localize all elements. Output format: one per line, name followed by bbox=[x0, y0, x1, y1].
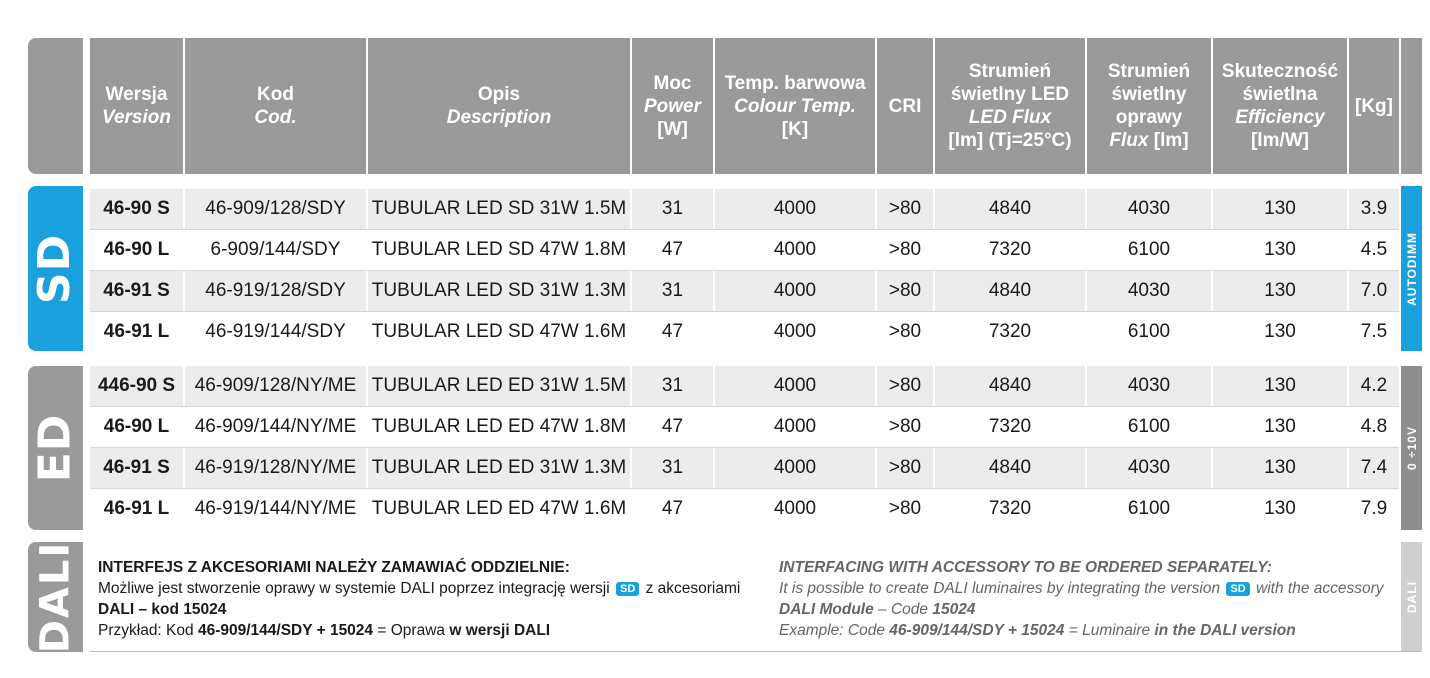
cell-version: 46-91 L bbox=[103, 321, 170, 342]
cell-description: TUBULAR LED ED 31W 1.5M bbox=[368, 366, 630, 406]
cell-power: 47 bbox=[661, 239, 684, 260]
table-row bbox=[90, 230, 1399, 270]
col-header-code: Kod Cod. bbox=[185, 38, 366, 174]
cell-flux: 6100 bbox=[1127, 239, 1171, 260]
cell-power: 31 bbox=[632, 271, 713, 311]
cell-flux: 4030 bbox=[1087, 448, 1211, 488]
cell-kg: 7.5 bbox=[1360, 321, 1388, 342]
cell-code: 46-919/128/SDY bbox=[185, 271, 366, 311]
cell-cri: >80 bbox=[877, 448, 933, 488]
group-label-ed: ED bbox=[28, 366, 83, 530]
cell-led-flux: 4840 bbox=[935, 366, 1085, 406]
cell-flux: 4030 bbox=[1087, 189, 1211, 229]
col-header-colour-temp: Temp. barwowa Colour Temp. [K] bbox=[715, 38, 875, 174]
cell-led-flux: 7320 bbox=[988, 498, 1032, 519]
cell-flux: 6100 bbox=[1127, 498, 1171, 519]
cell-eff: 130 bbox=[1264, 498, 1296, 519]
col-header-efficiency: Skuteczność świetlna Efficiency [lm/W] bbox=[1213, 38, 1347, 174]
cell-version: 46-90 L bbox=[103, 239, 170, 260]
col-header-power: Moc Power [W] bbox=[632, 38, 713, 174]
cell-code: 6-909/144/SDY bbox=[210, 239, 341, 260]
table-row bbox=[90, 271, 1399, 311]
cell-cri: >80 bbox=[888, 416, 922, 437]
cell-flux: 4030 bbox=[1087, 366, 1211, 406]
cell-temp: 4000 bbox=[773, 321, 817, 342]
cell-description: TUBULAR LED ED 31W 1.3M bbox=[368, 448, 630, 488]
cell-temp: 4000 bbox=[715, 189, 875, 229]
cell-description: TUBULAR LED SD 47W 1.6M bbox=[371, 321, 627, 342]
cell-kg: 4.5 bbox=[1360, 239, 1388, 260]
dali-note-en: INTERFACING WITH ACCESSORY TO BE ORDERED SEPARATELY: It is possible to create DALI luminaires by integrating the version SD with the accessory DALI Module – Code 15024 Example: Code 46-909/144/SDY + 15024 = Luminaire in the DALI version bbox=[779, 559, 1384, 639]
cell-code: 46-909/128/NY/ME bbox=[185, 366, 366, 406]
cell-description: TUBULAR LED ED 47W 1.6M bbox=[371, 498, 627, 519]
cell-description: TUBULAR LED SD 31W 1.5M bbox=[368, 189, 630, 229]
cell-eff: 130 bbox=[1264, 416, 1296, 437]
cell-kg: 7.9 bbox=[1360, 498, 1388, 519]
col-header-led-flux: Strumień świetlny LED LED Flux [lm] (Tj=25°C) bbox=[935, 38, 1085, 174]
cell-temp: 4000 bbox=[715, 366, 875, 406]
cell-version: 46-91 S bbox=[90, 271, 183, 311]
cell-eff: 130 bbox=[1213, 366, 1347, 406]
cell-power: 47 bbox=[661, 416, 684, 437]
header-end-cap bbox=[1401, 38, 1422, 174]
cell-led-flux: 4840 bbox=[935, 189, 1085, 229]
note-divider bbox=[90, 651, 1421, 652]
cell-eff: 130 bbox=[1264, 321, 1296, 342]
col-header-description: Opis Description bbox=[368, 38, 630, 174]
header-corner bbox=[28, 38, 83, 174]
cell-power: 47 bbox=[661, 498, 684, 519]
cell-led-flux: 7320 bbox=[988, 321, 1032, 342]
table-row bbox=[90, 312, 1399, 352]
cell-version: 46-90 S bbox=[90, 189, 183, 229]
side-tag-0-10v: 0 ÷10V bbox=[1401, 366, 1422, 530]
col-header-flux: Strumień świetlny oprawy Flux [lm] bbox=[1087, 38, 1211, 174]
side-tag-dali: DALI bbox=[1401, 542, 1422, 652]
col-header-weight: [Kg] bbox=[1349, 38, 1399, 174]
cell-cri: >80 bbox=[888, 498, 922, 519]
cell-code: 46-919/128/NY/ME bbox=[185, 448, 366, 488]
cell-power: 31 bbox=[632, 189, 713, 229]
cell-description: TUBULAR LED SD 47W 1.8M bbox=[371, 239, 627, 260]
cell-code: 46-909/128/SDY bbox=[185, 189, 366, 229]
cell-cri: >80 bbox=[877, 189, 933, 229]
sd-badge-icon: SD bbox=[616, 582, 639, 596]
cell-eff: 130 bbox=[1264, 239, 1296, 260]
cell-temp: 4000 bbox=[715, 271, 875, 311]
cell-flux: 6100 bbox=[1127, 416, 1171, 437]
cell-version: 46-90 L bbox=[103, 416, 170, 437]
sd-badge-icon: SD bbox=[1226, 582, 1249, 596]
cell-led-flux: 7320 bbox=[988, 239, 1032, 260]
cell-code: 46-919/144/NY/ME bbox=[194, 498, 357, 519]
cell-kg: 7.0 bbox=[1349, 271, 1399, 311]
cell-code: 46-919/144/SDY bbox=[205, 321, 346, 342]
table-row bbox=[90, 407, 1399, 447]
cell-kg: 4.2 bbox=[1349, 366, 1399, 406]
dali-note-pl: INTERFEJS Z AKCESORIAMI NALEŻY ZAMAWIAĆ ODDZIELNIE: Możliwe jest stworzenie oprawy w systemie DALI poprzez integrację wersji SD z akcesoriami DALI – kod 15024 Przykład: Kod 46-909/144/SDY + 15024 = Oprawa w wersji DALI bbox=[98, 559, 741, 639]
table-row bbox=[90, 366, 1399, 406]
cell-led-flux: 4840 bbox=[935, 448, 1085, 488]
cell-cri: >80 bbox=[888, 239, 922, 260]
cell-eff: 130 bbox=[1213, 271, 1347, 311]
cell-eff: 130 bbox=[1213, 448, 1347, 488]
cell-flux: 4030 bbox=[1087, 271, 1211, 311]
cell-temp: 4000 bbox=[715, 448, 875, 488]
cell-cri: >80 bbox=[888, 321, 922, 342]
col-header-cri: CRI bbox=[877, 38, 933, 174]
cell-power: 47 bbox=[661, 321, 684, 342]
cell-version: 46-91 L bbox=[103, 498, 170, 519]
cell-version: 446-90 S bbox=[90, 366, 183, 406]
table-row bbox=[90, 448, 1399, 488]
cell-kg: 4.8 bbox=[1360, 416, 1388, 437]
group-label-sd: SD bbox=[28, 186, 83, 351]
cell-power: 31 bbox=[632, 448, 713, 488]
table-row bbox=[90, 189, 1399, 229]
cell-version: 46-91 S bbox=[90, 448, 183, 488]
cell-temp: 4000 bbox=[773, 498, 817, 519]
cell-led-flux: 4840 bbox=[935, 271, 1085, 311]
cell-temp: 4000 bbox=[773, 239, 817, 260]
col-header-version: Wersja Version bbox=[90, 38, 183, 174]
cell-kg: 7.4 bbox=[1349, 448, 1399, 488]
cell-temp: 4000 bbox=[773, 416, 817, 437]
cell-description: TUBULAR LED SD 31W 1.3M bbox=[368, 271, 630, 311]
cell-cri: >80 bbox=[877, 271, 933, 311]
side-tag-autodimm: AUTODIMM bbox=[1401, 186, 1422, 351]
cell-kg: 3.9 bbox=[1349, 189, 1399, 229]
cell-led-flux: 7320 bbox=[988, 416, 1032, 437]
cell-description: TUBULAR LED ED 47W 1.8M bbox=[371, 416, 627, 437]
cell-eff: 130 bbox=[1213, 189, 1347, 229]
table-row bbox=[90, 489, 1399, 529]
cell-power: 31 bbox=[632, 366, 713, 406]
group-label-dali: DALI bbox=[28, 542, 83, 652]
cell-cri: >80 bbox=[877, 366, 933, 406]
cell-flux: 6100 bbox=[1127, 321, 1171, 342]
cell-code: 46-909/144/NY/ME bbox=[194, 416, 357, 437]
